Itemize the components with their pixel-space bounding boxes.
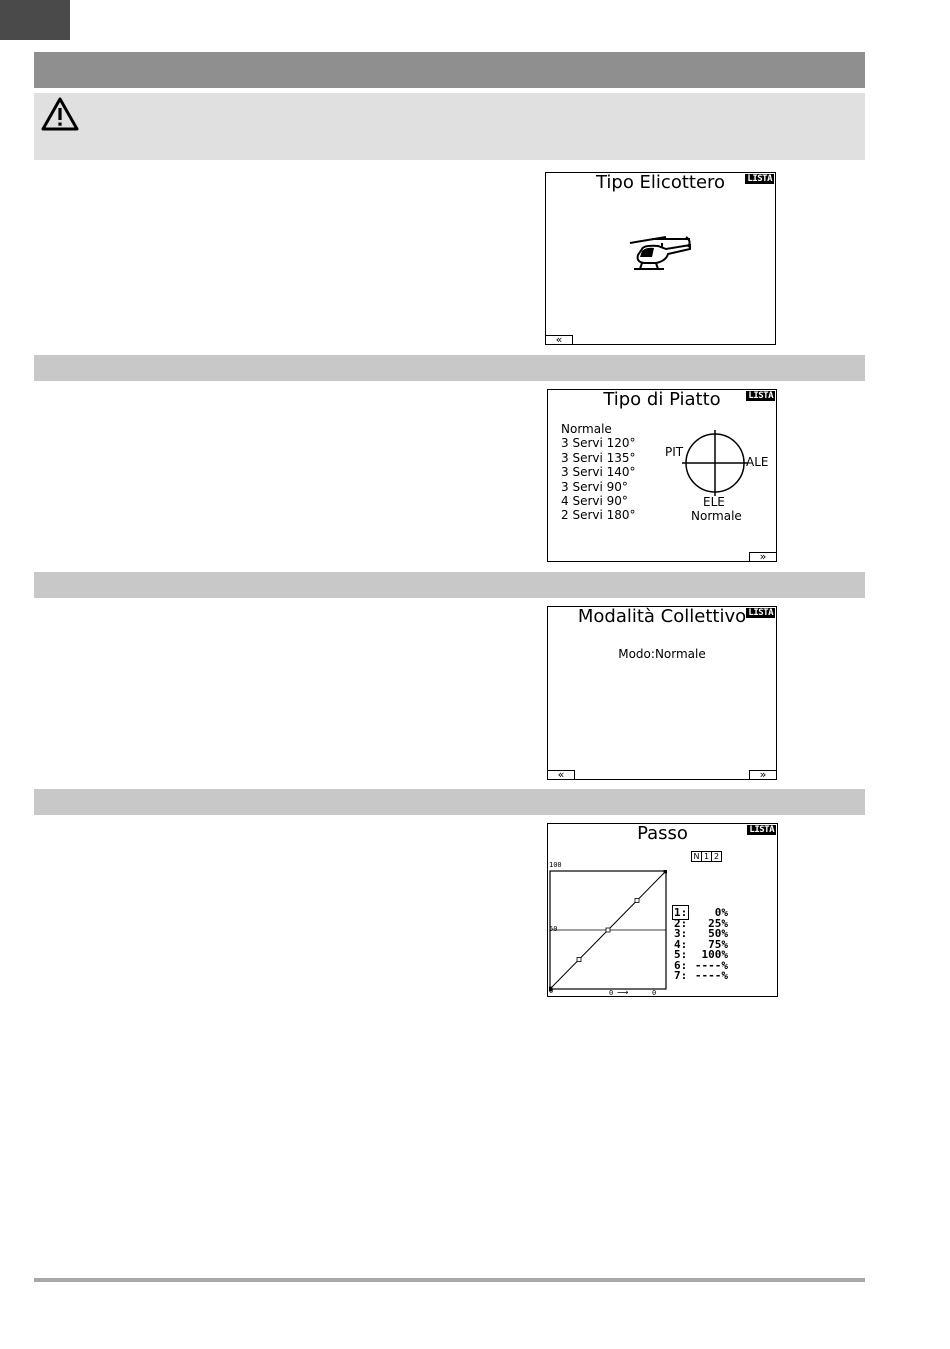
axis-label-top: 100 xyxy=(549,861,562,869)
section-bar-passo xyxy=(34,789,865,815)
label-ale: ALE xyxy=(746,455,769,469)
swashplate-option-list xyxy=(561,422,636,523)
flight-mode-selector[interactable] xyxy=(691,851,721,862)
point-index: 7: xyxy=(674,969,688,982)
modo-value[interactable]: Normale xyxy=(654,647,706,661)
curve-point-1[interactable] xyxy=(549,987,552,991)
page-title-bar xyxy=(34,52,865,88)
axis-x-start: 0 xyxy=(609,989,614,997)
lista-button[interactable]: LISTA xyxy=(748,391,773,401)
curve-point-2[interactable] xyxy=(577,958,581,962)
back-button[interactable]: « xyxy=(545,335,573,345)
list-item[interactable]: Normale xyxy=(561,422,612,436)
curve-point-3[interactable] xyxy=(606,928,610,932)
warning-box xyxy=(34,93,865,160)
curve-point-5[interactable] xyxy=(664,870,667,873)
screen-title: Passo xyxy=(637,823,688,844)
modo-label: Modo: xyxy=(618,647,655,661)
page-corner-tab xyxy=(0,0,70,40)
label-ele: ELE xyxy=(703,495,725,509)
point-value: ----% xyxy=(694,969,728,982)
back-button[interactable]: « xyxy=(547,770,575,780)
list-item[interactable] xyxy=(674,971,728,982)
point-index: 6: xyxy=(674,958,688,972)
pitch-curve-chart xyxy=(549,870,667,994)
list-item[interactable]: 3 Servi 90° xyxy=(561,479,628,494)
point-index: 1: xyxy=(674,906,688,919)
next-button[interactable]: » xyxy=(749,552,777,562)
list-item[interactable]: 3 Servi 120° xyxy=(561,436,636,451)
point-value: 100% xyxy=(701,948,728,961)
point-value: 25% xyxy=(708,916,728,930)
point-index: 4: xyxy=(674,937,688,951)
point-value: 50% xyxy=(708,927,728,940)
point-value: ----% xyxy=(694,958,728,972)
arrow-icon: ⟶ xyxy=(617,988,629,997)
point-index: 3: xyxy=(674,927,688,940)
axis-label-mid: 50 xyxy=(549,925,558,933)
modo-row xyxy=(548,647,776,661)
screen-passo xyxy=(547,823,778,997)
section-bar-piatto xyxy=(34,355,865,381)
helicopter-icon xyxy=(622,235,694,275)
footer-rule xyxy=(34,1278,865,1282)
screen-title: Tipo Elicottero xyxy=(595,172,726,193)
screen-modalita-collettivo xyxy=(547,606,777,780)
screen-tipo-piatto xyxy=(547,389,777,562)
point-value: 75% xyxy=(708,937,728,951)
flight-mode-n[interactable]: N xyxy=(691,851,702,862)
lista-button[interactable]: LISTA xyxy=(749,825,774,835)
point-index: 2: xyxy=(674,916,688,930)
label-pit: PIT xyxy=(665,445,684,459)
screen-title: Tipo di Piatto xyxy=(603,389,721,410)
screen-tipo-elicottero xyxy=(545,172,776,345)
section-bar-collettivo xyxy=(34,572,865,598)
next-button[interactable]: » xyxy=(749,770,777,780)
selected-type: Normale xyxy=(691,509,742,523)
curve-points-list xyxy=(674,908,728,982)
list-item[interactable]: 3 Servi 135° xyxy=(561,450,636,465)
list-item[interactable]: 2 Servi 180° xyxy=(561,508,636,523)
axis-x-end: 0 xyxy=(652,989,657,997)
flight-mode-1[interactable]: 1 xyxy=(701,851,712,862)
lista-button[interactable]: LISTA xyxy=(748,608,773,618)
point-value: 0% xyxy=(714,906,728,919)
lista-button[interactable]: LISTA xyxy=(747,174,772,184)
list-item[interactable]: 4 Servi 90° xyxy=(561,494,628,509)
screen-title: Modalità Collettivo xyxy=(577,606,747,627)
swashplate-diagram xyxy=(668,428,748,498)
flight-mode-2[interactable]: 2 xyxy=(711,851,722,862)
point-index: 5: xyxy=(674,948,688,961)
list-item[interactable]: 3 Servi 140° xyxy=(561,465,636,480)
curve-point-4[interactable] xyxy=(635,899,639,903)
warning-icon xyxy=(41,96,79,132)
